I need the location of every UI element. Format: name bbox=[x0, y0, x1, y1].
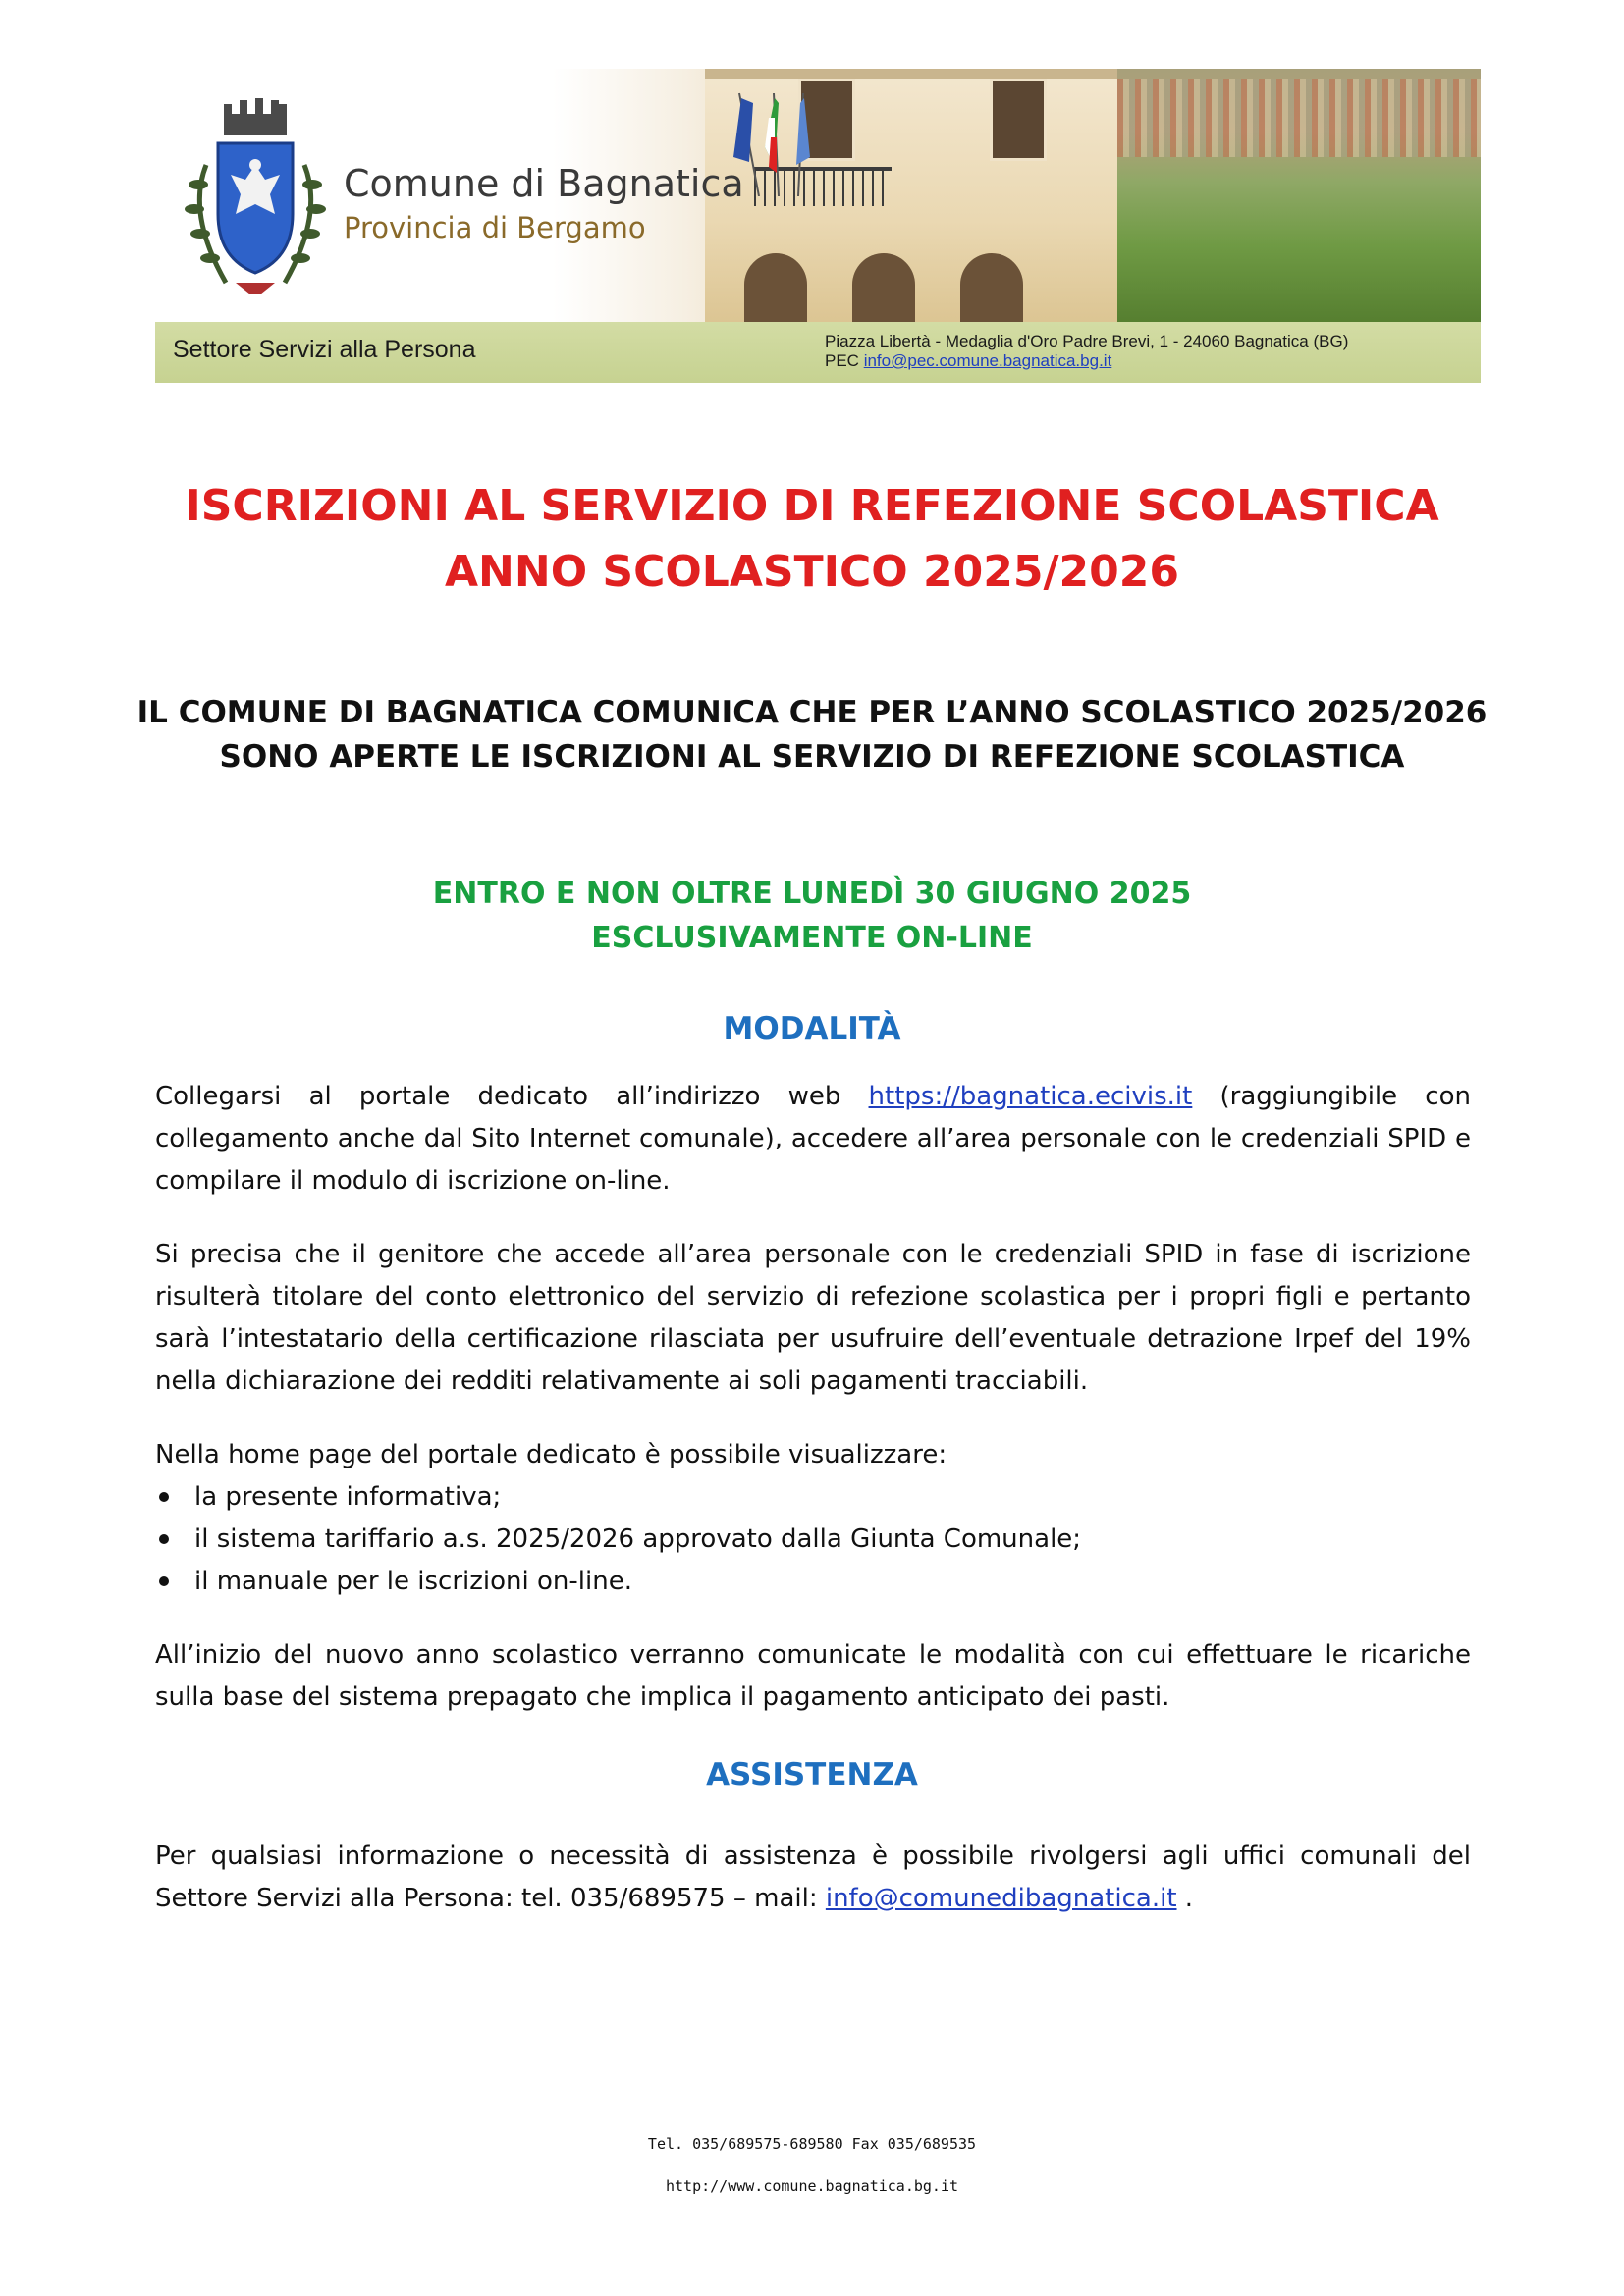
assistenza-paragraph bbox=[155, 1836, 1471, 1920]
header-banner bbox=[155, 69, 1481, 383]
list-item bbox=[155, 1476, 1471, 1519]
list-item bbox=[155, 1519, 1471, 1561]
announcement-line1: IL COMUNE DI BAGNATICA COMUNICA CHE PER L’ANNO SCOLASTICO 2025/2026 bbox=[136, 695, 1488, 730]
coat-of-arms-icon bbox=[167, 86, 344, 312]
banner-photo bbox=[155, 69, 1481, 322]
list-item-text: il manuale per le iscrizioni on-line. bbox=[194, 1567, 632, 1596]
pec-line bbox=[825, 351, 1348, 371]
pec-label: PEC bbox=[825, 351, 859, 370]
page-title-line2: ANNO SCOLASTICO 2025/2026 bbox=[445, 547, 1179, 597]
bullet-icon bbox=[159, 1576, 169, 1586]
modalita-paragraph-2: Si precisa che il genitore che accede all’area personale con le credenziali SPID in fase di iscrizione risulterà titolare del conto elettronico del servizio di refezione scolastica per i propri figli e pertanto sarà l’intestatario della certificazione rilasciata per usufruire dell’eventuale detrazione Irpef del 19% nella dichiarazione dei redditi relativamente ai soli pagamenti tracciabili. bbox=[155, 1240, 1471, 1396]
modalita-paragraph-1 bbox=[155, 1076, 1471, 1202]
page-title-line1: ISCRIZIONI AL SERVIZIO DI REFEZIONE SCOLASTICA bbox=[185, 481, 1439, 531]
assistenza-text: Per qualsiasi informazione o necessità di assistenza è possibile rivolgersi agli uffici comunali del Settore Servizi alla Persona: tel. 035/689575 – mail: bbox=[155, 1842, 1471, 1913]
list-item-text: la presente informativa; bbox=[194, 1482, 502, 1512]
portal-contents-list bbox=[155, 1476, 1471, 1603]
para1-text-start: Collegarsi al portale dedicato all’indirizzo web bbox=[155, 1082, 869, 1111]
address-text: Piazza Libertà - Medaglia d'Oro Padre Brevi, 1 - 24060 Bagnatica (BG) bbox=[825, 332, 1349, 350]
province-name: Provincia di Bergamo bbox=[344, 211, 646, 244]
modalita-paragraph-4: All’inizio del nuovo anno scolastico verranno comunicate le modalità con cui effettuare le ricariche sulla base del sistema prepagato che implica il pagamento anticipato dei pasti. bbox=[155, 1640, 1471, 1712]
footer-phone: Tel. 035/689575-689580 Fax 035/689535 bbox=[647, 2135, 977, 2153]
list-item bbox=[155, 1561, 1471, 1603]
landscape-image bbox=[1117, 69, 1481, 322]
para1-text-end: (raggiungibile con collegamento anche dal Sito Internet comunale), accedere all’area personale con le credenziali SPID e compilare il modulo di iscrizione on-line. bbox=[155, 1082, 1471, 1196]
comune-name: Comune di Bagnatica bbox=[344, 162, 744, 205]
assistenza-text-end: . bbox=[1176, 1884, 1194, 1913]
pec-email-link[interactable]: info@pec.comune.bagnatica.bg.it bbox=[863, 351, 1112, 370]
header-info-strip bbox=[155, 322, 1481, 383]
sector-label: Settore Servizi alla Persona bbox=[173, 336, 476, 363]
bullet-icon bbox=[159, 1534, 169, 1544]
modalita-heading: MODALITÀ bbox=[723, 1011, 901, 1046]
assistenza-heading: ASSISTENZA bbox=[706, 1757, 918, 1792]
address-block bbox=[825, 332, 1348, 371]
deadline-line1: ENTRO E NON OLTRE LUNEDÌ 30 GIUGNO 2025 bbox=[432, 877, 1192, 911]
footer-website: http://www.comune.bagnatica.bg.it bbox=[665, 2177, 958, 2195]
announcement-line2: SONO APERTE LE ISCRIZIONI AL SERVIZIO DI REFEZIONE SCOLASTICA bbox=[219, 739, 1405, 774]
assistance-email-link[interactable]: info@comunedibagnatica.it bbox=[825, 1884, 1177, 1913]
deadline-line2: ESCLUSIVAMENTE ON-LINE bbox=[591, 921, 1033, 955]
portal-link[interactable]: https://bagnatica.ecivis.it bbox=[868, 1082, 1193, 1111]
modalita-paragraph-3: Nella home page del portale dedicato è possibile visualizzare: bbox=[155, 1440, 947, 1469]
bullet-icon bbox=[159, 1492, 169, 1502]
list-item-text: il sistema tariffario a.s. 2025/2026 approvato dalla Giunta Comunale; bbox=[194, 1524, 1082, 1554]
